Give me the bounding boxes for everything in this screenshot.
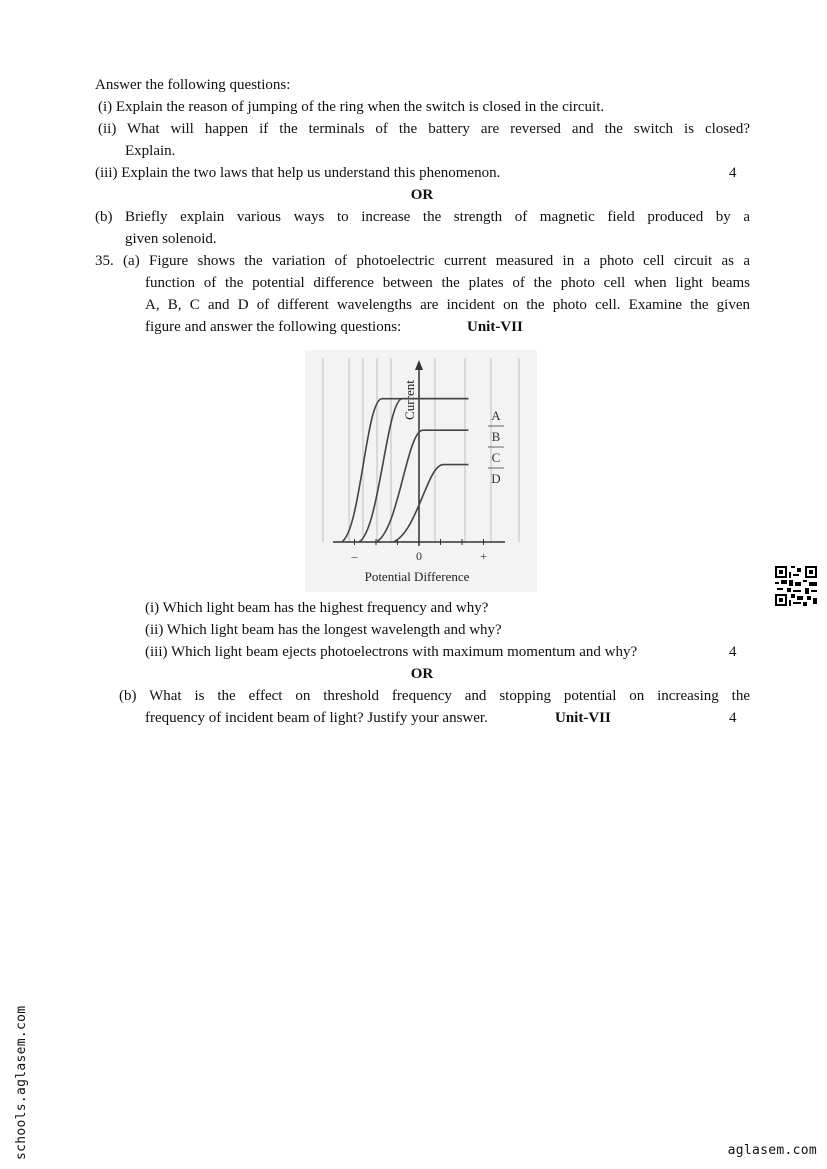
curve-label-b: B — [491, 429, 501, 444]
x-axis-label: Potential Difference — [364, 569, 470, 584]
curve-d — [393, 465, 468, 542]
qr-code — [775, 566, 817, 606]
question-34-iii: (iii) Explain the two laws that help us understand this phenomenon. — [95, 165, 501, 181]
question-34-b-cont: given solenoid. — [125, 231, 217, 247]
y-axis-arrow — [415, 360, 423, 370]
question-35-iii: (iii) Which light beam ejects photoelectrons with maximum momentum and why? — [145, 644, 638, 660]
curve-label-a: A — [491, 408, 501, 423]
question-35-ii: (ii) Which light beam has the longest wavelength and why? — [145, 622, 502, 638]
unit-label: Unit-VII — [467, 319, 523, 335]
footer-watermark: aglasem.com — [727, 1143, 817, 1158]
question-35-b-cont: frequency of incident beam of light? Justify your answer. — [145, 710, 488, 726]
x-tick-label: 0 — [416, 549, 422, 563]
marks-35b: 4 — [729, 710, 737, 726]
question-35-i: (i) Which light beam has the highest frequency and why? — [145, 600, 489, 616]
marks-35a: 4 — [729, 644, 737, 660]
question-35-a: 35. (a) Figure shows the variation of photoelectric current measured in a photo cell circuit as a — [95, 253, 750, 269]
question-35-a-line3: A, B, C and D of different wavelengths are incident on the photo cell. Examine the given — [145, 297, 750, 313]
question-34-i: (i) Explain the reason of jumping of the ring when the switch is closed in the circuit. — [98, 99, 605, 115]
answer-intro: Answer the following questions: — [95, 77, 291, 93]
curve-label-d: D — [491, 471, 501, 486]
photoelectric-graph — [305, 350, 537, 592]
x-tick-label: – — [351, 549, 358, 563]
x-tick-label: + — [480, 549, 487, 563]
marks-34: 4 — [729, 165, 737, 181]
side-watermark: schools.aglasem.com — [14, 1005, 29, 1160]
curve-label-c: C — [491, 450, 501, 465]
or-divider-34: OR — [410, 187, 434, 203]
question-35-a-line4: figure and answer the following questions: — [145, 319, 402, 335]
curve-c — [376, 430, 468, 542]
question-35-a-line2: function of the potential difference between the plates of the photo cell when light beams — [145, 275, 750, 291]
unit-label-b: Unit-VII — [555, 710, 611, 726]
question-35-b: (b) What is the effect on threshold frequency and stopping potential on increasing the — [119, 688, 750, 704]
or-divider-35: OR — [410, 666, 434, 682]
y-axis-label: Current — [402, 380, 417, 420]
question-34-ii: (ii) What will happen if the terminals of the battery are reversed and the switch is closed? — [98, 121, 750, 137]
question-34-ii-cont: Explain. — [125, 143, 176, 159]
question-34-b: (b) Briefly explain various ways to increase the strength of magnetic field produced by a — [95, 209, 750, 225]
